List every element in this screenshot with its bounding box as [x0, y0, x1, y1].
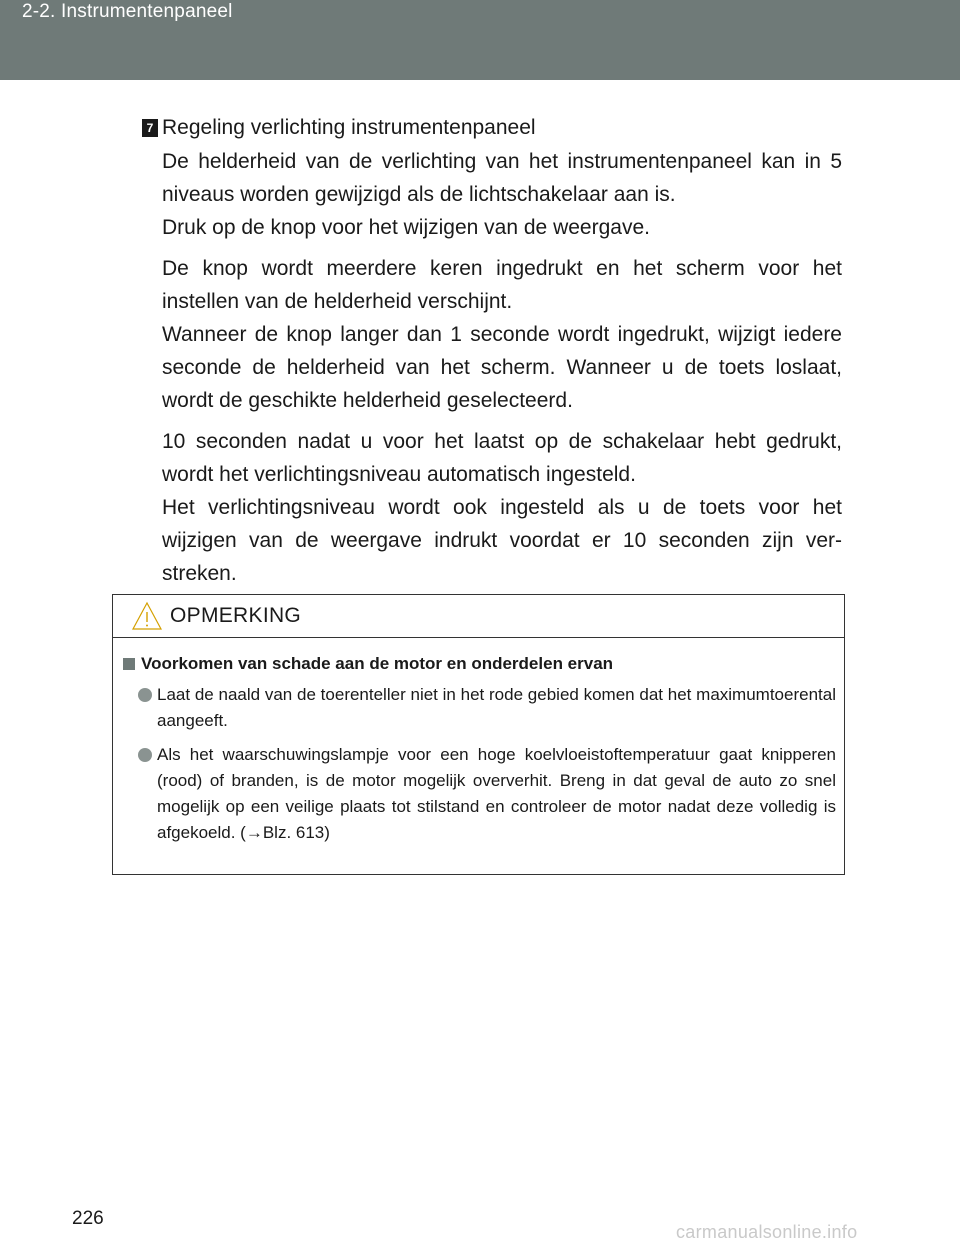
section-heading-text: Regeling verlichting instrumentenpaneel	[162, 116, 536, 139]
paragraph-3: De knop wordt meerdere keren ingedrukt en het scherm voor het instellen van de helderheid verschijnt.	[162, 257, 842, 314]
warning-triangle-icon	[131, 601, 163, 631]
chapter-title: 2-2. Instrumentenpaneel	[22, 1, 233, 22]
page-number: 226	[72, 1208, 104, 1229]
notice-bullet-2	[123, 742, 836, 846]
paragraph-1: De helderheid van de verlichting van het instrumentenpaneel kan in 5 niveaus worden gewijzigd als de lichtschakelaar aan is.	[162, 150, 842, 206]
notice-body	[113, 638, 844, 846]
notice-header	[113, 595, 844, 638]
paragraph-2: Druk op de knop voor het wijzigen van de weergave.	[162, 215, 650, 239]
circle-bullet-icon	[138, 748, 152, 762]
paragraph-6: Het verlichtingsniveau wordt ook ingesteld als u de toets voor het wijzigen van de weergave indrukt voordat er 10 seconden zijn ver-streken.	[162, 495, 842, 585]
notice-box	[112, 594, 845, 875]
brightness-section	[142, 113, 842, 590]
notice-bullet-text: Laat de naald van de toerenteller niet in het rode gebied komen dat het maximumtoerental aangeeft.	[157, 685, 836, 730]
square-bullet-icon	[123, 658, 135, 670]
page-header	[0, 0, 960, 80]
section-number-badge: 7	[142, 119, 158, 137]
notice-bullet-1	[123, 682, 836, 734]
notice-title: OPMERKING	[170, 604, 302, 627]
notice-subheading-text: Voorkomen van schade aan de motor en onderdelen ervan	[141, 654, 614, 673]
section-heading	[142, 113, 842, 143]
circle-bullet-icon	[138, 688, 152, 702]
notice-bullet-text: Als het waarschuwingslampje voor een hoge koelvloeistoftemperatuur gaat knipperen (rood) of branden, is de motor mogelijk oververhit. Breng in dat geval de auto zo snel mogelijk op een veilige plaats tot stilstand en controleer de motor nadat deze volledig is afgekoeld. (→Blz. 613)	[157, 745, 836, 842]
notice-subheading	[123, 652, 836, 676]
paragraph-5: 10 seconden nadat u voor het laatst op de schakelaar hebt gedrukt, wordt het verlichtingsniveau automatisch ingesteld.	[162, 430, 842, 487]
site-watermark: carmanualsonline.info	[676, 1222, 858, 1242]
paragraph-4: Wanneer de knop langer dan 1 seconde wordt ingedrukt, wijzigt iedere seconde de helderheid van het scherm. Wanneer u de toets loslaat, wordt de geschikte helderheid geselecteerd.	[162, 322, 842, 412]
